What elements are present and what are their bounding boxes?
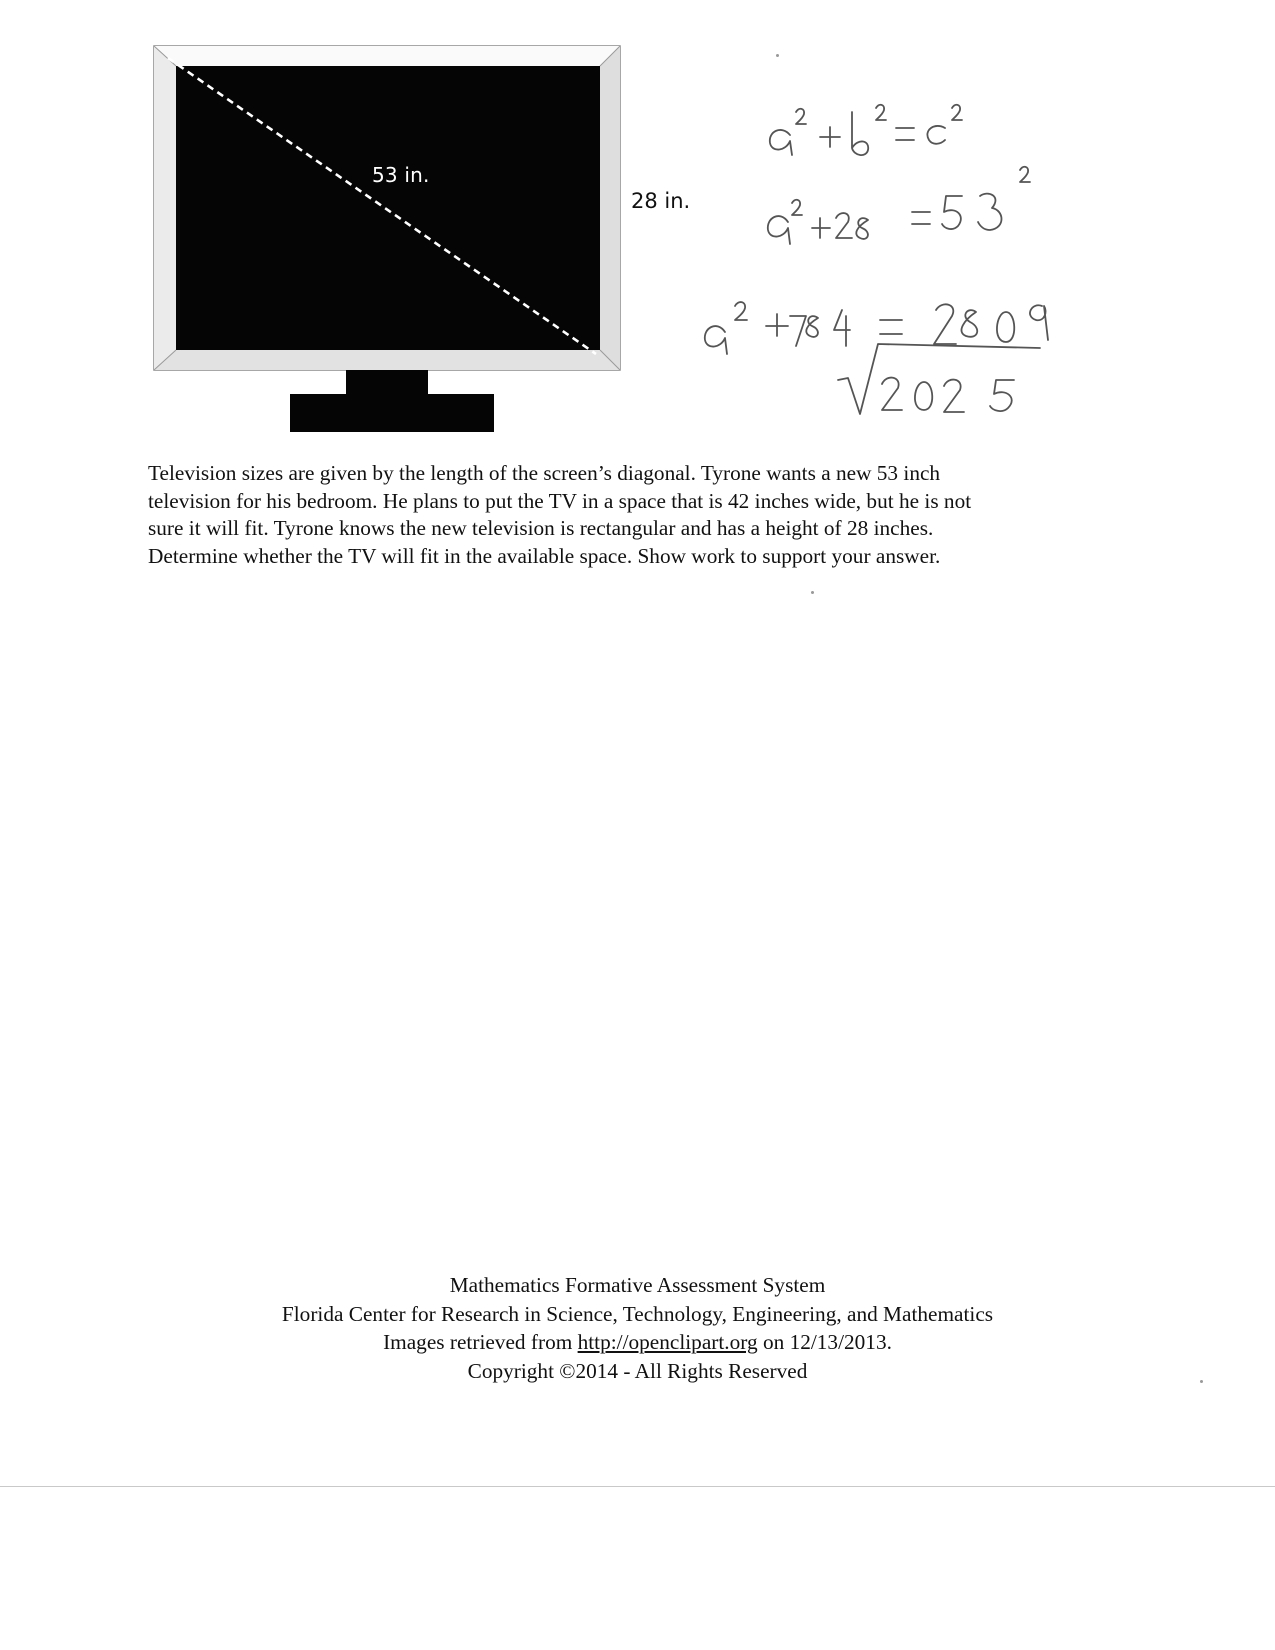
hw-a3 — [705, 326, 727, 354]
hw-2d — [944, 380, 964, 412]
hw-8b — [806, 316, 818, 337]
scan-speck — [1200, 1380, 1203, 1383]
problem-line-1: Television sizes are given by the length of the screen’s diagonal. Tyrone wants a new 53 inch — [148, 461, 941, 485]
hw-c1 — [927, 126, 945, 144]
hw-plus3 — [766, 314, 788, 336]
tv-bezel-right — [600, 46, 620, 370]
hw-8c — [961, 310, 977, 337]
problem-line-3: sure it will fit. Tyrone knows the new television is rectangular and has a height of 28 inches. — [148, 516, 934, 540]
hw-a2 — [768, 216, 790, 244]
tv-bezel-bottom — [154, 350, 620, 370]
scan-speck — [811, 591, 814, 594]
hw-2c — [882, 378, 902, 410]
hw-9 — [1030, 305, 1048, 340]
hw-eq2 — [912, 212, 930, 224]
hw-a1 — [770, 130, 792, 155]
scan-speck — [776, 54, 779, 57]
footer-line-2: Florida Center for Research in Science, Technology, Engineering, and Mathematics — [281, 1301, 994, 1326]
footer-images-suffix: on 12/13/2013. — [757, 1330, 892, 1354]
hw-eq1 — [896, 128, 914, 140]
handwritten-work-strokes — [684, 105, 1048, 460]
tv-figure — [0, 0, 1275, 460]
problem-line-2: television for his bedroom. He plans to put the TV in a space that is 42 inches wide, but he is not — [148, 488, 972, 513]
footer-line-4: Copyright ©2014 - All Rights Reserved — [467, 1358, 808, 1383]
tv-illustration — [0, 0, 1275, 460]
hw-0 — [997, 312, 1014, 342]
tv-stand-neck — [346, 370, 428, 395]
hw-sup6 — [735, 302, 747, 320]
hw-radical — [838, 344, 1040, 414]
hw-5b — [990, 380, 1014, 411]
hw-plus1 — [820, 127, 840, 147]
footer — [0, 1271, 1275, 1385]
hw-2b — [934, 304, 956, 344]
hw-sup1 — [796, 109, 806, 124]
hw-eq3 — [880, 320, 902, 334]
problem-statement — [148, 460, 1138, 570]
hw-sup4 — [792, 200, 802, 215]
tv-bezel-left — [154, 46, 176, 370]
hw-sup2 — [876, 105, 886, 120]
hw-0b — [915, 382, 932, 410]
hw-5 — [942, 196, 962, 229]
problem-line-4: Determine whether the TV will fit in the available space. Show work to support your answer. — [148, 543, 941, 568]
hw-sup5 — [1020, 167, 1030, 182]
hw-sup3 — [952, 105, 962, 120]
diagonal-label: 53 in. — [372, 163, 430, 187]
height-label: 28 in. — [631, 189, 691, 213]
footer-images-prefix: Images retrieved from — [383, 1330, 578, 1354]
footer-line-3 — [0, 1328, 1275, 1357]
hw-8 — [856, 218, 868, 239]
openclipart-link[interactable]: http://openclipart.org — [577, 1330, 758, 1354]
hw-plus2 — [812, 218, 830, 238]
scan-rule-line — [0, 1486, 1275, 1487]
hw-4 — [834, 310, 850, 346]
footer-line-1: Mathematics Formative Assessment System — [449, 1273, 826, 1297]
hw-b1 — [852, 112, 868, 155]
tv-bezel-top — [154, 46, 620, 66]
hw-7 — [790, 316, 806, 346]
hw-2 — [836, 213, 852, 238]
hw-3 — [978, 194, 1002, 230]
tv-stand-base — [290, 394, 494, 432]
